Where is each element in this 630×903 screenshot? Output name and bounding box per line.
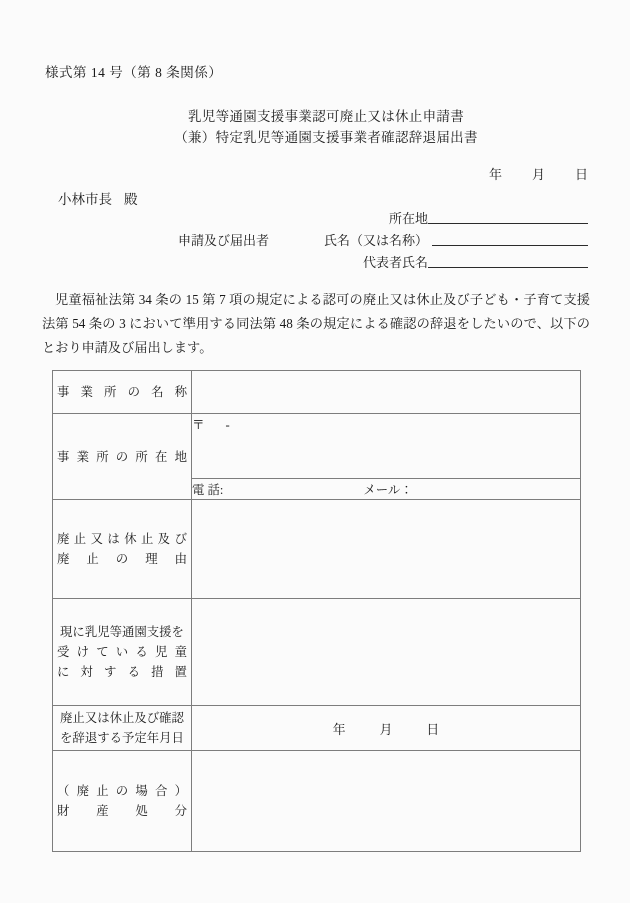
date-month-label: 月 [531, 167, 545, 182]
applicant-block [0, 206, 630, 272]
postal-dash: - [225, 418, 230, 432]
scheduled-date-field[interactable] [192, 719, 580, 738]
row-value-reason[interactable] [192, 500, 581, 599]
row-label-measures [53, 599, 192, 706]
ymd-month-label: 月 [379, 722, 393, 737]
body-paragraph: 児童福祉法第 34 条の 15 第 7 項の規定による認可の廃止又は休止及び子ども・子育て支援法第 54 条の 3 において準用する同法第 48 条の規定による確認の辞退をしたいので、以下のとおり申請及び届出します。 [42, 292, 590, 355]
address-label: 所在地 [388, 211, 428, 226]
application-details-table [52, 370, 581, 852]
table-row [53, 706, 581, 751]
label-line: 財産処分 [57, 804, 187, 818]
label-line: に対する措置 [57, 665, 187, 679]
table-row [53, 599, 581, 706]
applicant-tag: 申請及び届出者 [178, 233, 270, 248]
row-value-measures[interactable] [192, 599, 581, 706]
form-number: 様式第 14 号（第 8 条関係） [45, 65, 223, 80]
postal-code-field[interactable] [192, 414, 580, 433]
row-label-facility-name [53, 371, 192, 414]
label-line: 現に乳児等通園支援を [60, 625, 184, 639]
label-line: （廃止の場合） [57, 784, 187, 798]
document-title-line-1: 乳児等通園支援事業認可廃止又は休止申請書 [188, 109, 464, 124]
document-title-line-2: （兼）特定乳児等通園支援事業者確認辞退届出書 [174, 130, 478, 145]
ymd-day-label: 日 [426, 722, 440, 737]
postal-mark-icon: 〒 [192, 418, 205, 432]
representative-label: 代表者氏名 [362, 255, 428, 270]
label-line: 廃止の理由 [57, 552, 187, 566]
name-input-rule[interactable] [432, 245, 588, 246]
table-row [53, 414, 581, 479]
row-value-facility-address[interactable] [192, 414, 581, 479]
row-label-reason [53, 500, 192, 599]
label-line: 廃止又は休止及び確認 [60, 711, 184, 725]
mail-label: メール： [363, 483, 413, 497]
row-label-facility-address [53, 414, 192, 500]
row-label-property-disposition [53, 751, 192, 852]
label-line: 事業所の所在地 [57, 449, 187, 464]
tel-label: 電 話: [192, 483, 224, 497]
date-day-label: 日 [574, 167, 588, 182]
applicant-row-name [0, 228, 630, 250]
title-block [0, 106, 630, 148]
date-year-label: 年 [488, 167, 502, 182]
row-label-scheduled-date [53, 706, 192, 751]
label-line: 受けている児童 [57, 645, 187, 659]
label-line: を辞退する予定年月日 [60, 731, 184, 745]
ymd-year-label: 年 [332, 722, 346, 737]
addressee [58, 188, 138, 208]
applicant-row-representative [0, 250, 630, 272]
contact-fields[interactable] [192, 480, 580, 498]
address-input-rule[interactable] [428, 223, 588, 224]
row-value-scheduled-date[interactable] [192, 706, 581, 751]
addressee-honorific: 殿 [124, 192, 138, 207]
row-value-facility-name[interactable] [192, 371, 581, 414]
table-row [53, 500, 581, 599]
representative-input-rule[interactable] [428, 267, 588, 268]
date-line [0, 164, 588, 183]
label-line: 事業所の名称 [57, 385, 187, 399]
applicant-row-address [0, 206, 630, 228]
label-line: 廃止又は休止及び [57, 532, 187, 546]
table-row [53, 751, 581, 852]
row-value-property-disposition[interactable] [192, 751, 581, 852]
row-value-contact[interactable] [192, 479, 581, 500]
addressee-name: 小林市長 [58, 192, 112, 207]
table-row [53, 371, 581, 414]
name-label: 氏名（又は名称） [323, 233, 428, 248]
